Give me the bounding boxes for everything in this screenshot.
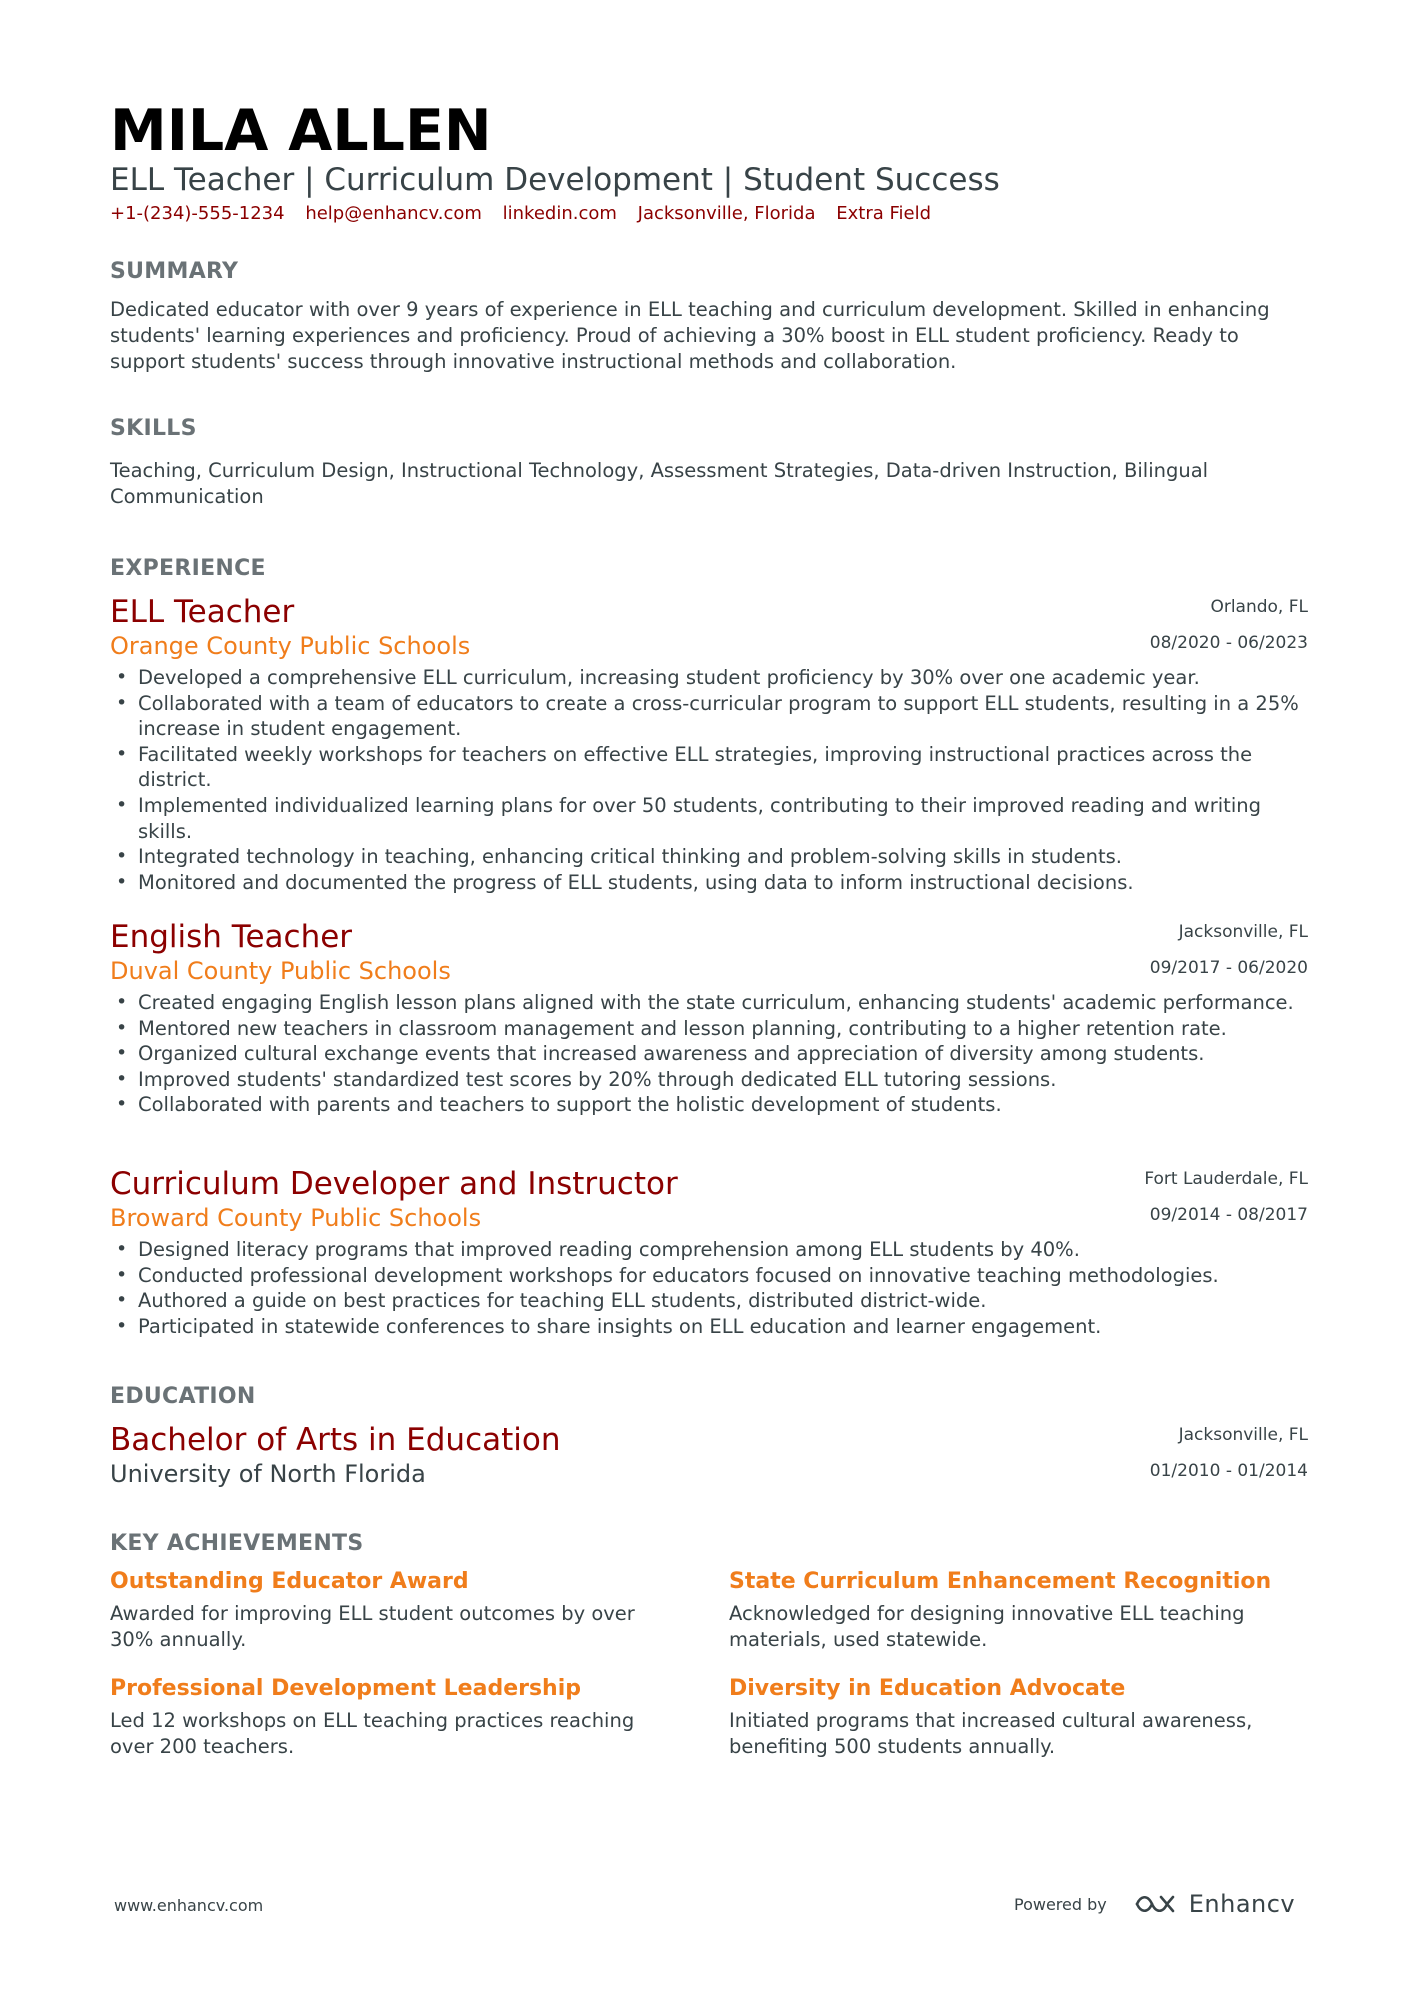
brand-name: Enhancv	[1188, 1890, 1296, 1918]
bullet-item: • Created engaging English lesson plans aligned with the state curriculum, enhancing students' academic performance.	[116, 991, 1294, 1014]
bullet-item: • Participated in statewide conferences to share insights on ELL education and learner engagement.	[116, 1314, 1102, 1338]
summary-text: Dedicated educator with over 9 years of experience in ELL teaching and curriculum development. Skilled in enhancing students' learning experiences and proficiency. Proud of achieving a 30% boost in ELL student proficiency. Ready to support students' success through innovative instructional methods and collaboration.	[110, 298, 1270, 373]
footer-website-link[interactable]: www.enhancv.com	[114, 1896, 264, 1915]
linkedin-link[interactable]: linkedin.com	[502, 203, 617, 224]
achievement-desc: Led 12 workshops on ELL teaching practices reaching over 200 teachers.	[110, 1709, 635, 1758]
degree: Bachelor of Arts in Education	[110, 1422, 561, 1458]
achievement-title: Diversity in Education Advocate	[729, 1676, 1126, 1701]
bullet-item: • Collaborated with parents and teachers to support the holistic development of students.	[116, 1093, 1002, 1117]
achievements-title: KEY ACHIEVEMENTS	[110, 1531, 364, 1556]
education-title: EDUCATION	[110, 1384, 256, 1409]
footer-branding	[1014, 1884, 1295, 1924]
job-role: ELL Teacher	[110, 594, 295, 630]
job-dates: 09/2014 - 08/2017	[1149, 1205, 1308, 1225]
achievement-title: Outstanding Educator Award	[110, 1569, 469, 1594]
education-location: Jacksonville, FL	[1178, 1425, 1308, 1445]
achievement-desc: Acknowledged for designing innovative ELL teaching materials, used statewide.	[729, 1602, 1245, 1651]
candidate-name: MILA ALLEN	[110, 98, 492, 164]
job-entry	[110, 593, 1308, 895]
candidate-headline: ELL Teacher | Curriculum Development | Student Success	[110, 162, 1000, 198]
job-entry	[110, 1165, 1308, 1339]
job-bullets	[110, 665, 1308, 895]
enhancv-logo-icon	[1133, 1891, 1179, 1917]
job-bullets	[110, 1237, 1308, 1339]
job-entry	[110, 918, 1308, 1118]
bullet-item: • Conducted professional development workshops for educators focused on innovative teaching methodologies.	[116, 1263, 1219, 1287]
bullet-item: • Facilitated weekly workshops for teachers on effective ELL strategies, improving instructional practices across the district.	[116, 742, 1253, 792]
skills-title: SKILLS	[110, 416, 197, 441]
bullet-item: • Mentored new teachers in classroom management and lesson planning, contributing to a higher retention rate.	[116, 1016, 1227, 1040]
skills-text: Teaching, Curriculum Design, Instructional Technology, Assessment Strategies, Data-driven Instruction, Bilingual Communication	[110, 459, 1209, 508]
achievement-item	[110, 1567, 670, 1653]
powered-by-label: Powered by	[1014, 1894, 1107, 1914]
job-company: Duval County Public Schools	[110, 957, 451, 985]
education-entry	[110, 1421, 1308, 1489]
phone: +1-(234)-555-1234	[110, 203, 285, 224]
achievement-title: Professional Development Leadership	[110, 1676, 582, 1701]
bullet-item: • Integrated technology in teaching, enhancing critical thinking and problem-solving skills in students.	[116, 845, 1122, 869]
location: Jacksonville, Florida	[637, 203, 816, 224]
job-location: Orlando, FL	[1210, 597, 1308, 617]
contact-info	[110, 202, 946, 226]
bullet-item: • Monitored and documented the progress of ELL students, using data to inform instructional decisions.	[116, 870, 1134, 894]
email-link[interactable]: help@enhancv.com	[305, 203, 482, 224]
bullet-item: • Designed literacy programs that improved reading comprehension among ELL students by 40%.	[116, 1238, 1080, 1261]
bullet-item: • Developed a comprehensive ELL curriculum, increasing student proficiency by 30% over one academic year.	[116, 666, 1200, 689]
bullet-item: • Collaborated with a team of educators to create a cross-curricular program to support ELL students, resulting in a 25% increase in student engagement.	[116, 691, 1299, 741]
job-location: Jacksonville, FL	[1178, 922, 1308, 942]
achievement-title: State Curriculum Enhancement Recognition	[729, 1569, 1272, 1594]
job-bullets	[110, 990, 1308, 1118]
summary-title: SUMMARY	[110, 259, 239, 284]
extra-field: Extra Field	[836, 203, 932, 224]
bullet-item: • Organized cultural exchange events that increased awareness and appreciation of diversity among students.	[116, 1042, 1205, 1066]
job-company: Orange County Public Schools	[110, 632, 471, 660]
school-name: University of North Florida	[110, 1460, 426, 1488]
achievement-item	[110, 1674, 670, 1760]
job-role: English Teacher	[110, 919, 353, 955]
job-location: Fort Lauderdale, FL	[1144, 1169, 1308, 1189]
achievement-item	[729, 1674, 1289, 1760]
experience-title: EXPERIENCE	[110, 556, 266, 581]
job-dates: 09/2017 - 06/2020	[1149, 958, 1308, 978]
education-dates: 01/2010 - 01/2014	[1149, 1461, 1308, 1481]
achievement-desc: Awarded for improving ELL student outcomes by over 30% annually.	[110, 1602, 635, 1651]
bullet-item: • Authored a guide on best practices for teaching ELL students, distributed district-wide.	[116, 1289, 987, 1313]
achievement-item	[729, 1567, 1289, 1653]
bullet-item: • Improved students' standardized test scores by 20% through dedicated ELL tutoring sessions.	[116, 1067, 1057, 1091]
job-dates: 08/2020 - 06/2023	[1149, 633, 1308, 653]
job-company: Broward County Public Schools	[110, 1204, 482, 1232]
bullet-item: • Implemented individualized learning plans for over 50 students, contributing to their improved reading and writing skills.	[116, 793, 1261, 843]
achievement-desc: Initiated programs that increased cultural awareness, benefiting 500 students annually.	[729, 1709, 1253, 1758]
job-role: Curriculum Developer and Instructor	[110, 1166, 678, 1202]
